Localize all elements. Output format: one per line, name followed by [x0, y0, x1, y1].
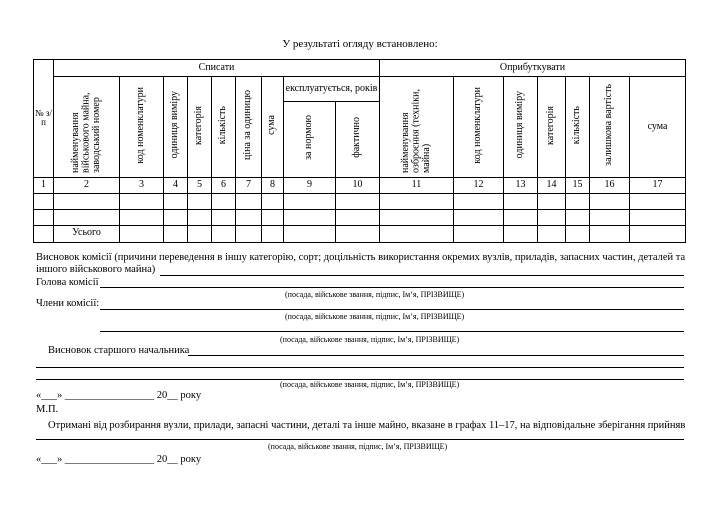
table-cell[interactable] [566, 193, 590, 209]
stamp-label: М.П. [36, 404, 59, 415]
table-cell[interactable] [34, 225, 54, 242]
table-cell[interactable] [188, 193, 212, 209]
header-residual: залишкова вартість [590, 77, 630, 178]
table-cell[interactable] [262, 225, 284, 242]
table-cell[interactable] [590, 193, 630, 209]
signature-caption: (посада, військове звання, підпис, Ім’я, ПРІЗВИЩЕ) [268, 442, 448, 451]
col-number-header: № з/п [34, 60, 54, 178]
page-title: У результаті огляду встановлено: [282, 38, 438, 50]
header-quantity: кількість [212, 77, 236, 178]
table-cell[interactable] [120, 225, 164, 242]
header-unit: одиниця виміру [164, 77, 188, 178]
col-num: 12 [454, 177, 504, 193]
table-row [34, 193, 686, 209]
header-sum: сума [262, 77, 284, 178]
commission-conclusion-label: Висновок комісії (причини переведення в іншу категорію, сорт; доцільність використання окремих вузлів, приладів, запасних частин, деталей та іншого військового майна) [36, 252, 686, 276]
senior-conclusion-field[interactable] [188, 355, 684, 356]
table-cell[interactable] [336, 209, 380, 225]
table-cell[interactable] [212, 225, 236, 242]
table-cell[interactable] [454, 225, 504, 242]
header-unit2: одиниця виміру [504, 77, 538, 178]
col-num: 9 [284, 177, 336, 193]
table-cell[interactable] [164, 193, 188, 209]
commission-conclusion-field[interactable] [160, 275, 684, 276]
table-cell[interactable] [212, 193, 236, 209]
senior-conclusion-field-2[interactable] [36, 367, 684, 368]
received-text: Отримані від розбирання вузли, прилади, запасні частини, деталі та інше майно, вказане в графах 11–17, на відповідальне зберігання прийняв [48, 420, 686, 431]
table-cell[interactable] [504, 193, 538, 209]
signature-caption: (посада, військове звання, підпис, Ім’я, ПРІЗВИЩЕ) [285, 312, 465, 321]
col-num: 6 [212, 177, 236, 193]
signature-caption: (посада, військове звання, підпис, Ім’я, ПРІЗВИЩЕ) [280, 335, 460, 344]
header-name-serial: найменування військового майна, заводський номер [54, 77, 120, 178]
col-num: 4 [164, 177, 188, 193]
col-num: 3 [120, 177, 164, 193]
table-cell[interactable] [284, 193, 336, 209]
header-by-norm: за нормою [284, 102, 336, 177]
table-cell[interactable] [454, 193, 504, 209]
table-row [34, 209, 686, 225]
table-cell[interactable] [566, 225, 590, 242]
col-num: 7 [236, 177, 262, 193]
received-field[interactable] [36, 439, 684, 440]
table-cell[interactable] [284, 209, 336, 225]
table-cell[interactable] [336, 193, 380, 209]
header-category2: категорія [538, 77, 566, 178]
header-sum2: сума [630, 77, 686, 178]
table-cell[interactable] [380, 193, 454, 209]
members-label: Члени комісії: [36, 298, 100, 309]
table-cell[interactable] [120, 193, 164, 209]
table-cell[interactable] [538, 209, 566, 225]
table-cell[interactable] [188, 225, 212, 242]
col-num: 16 [590, 177, 630, 193]
header-code: код номенклатури [120, 77, 164, 178]
group-write-off: Списати [54, 60, 380, 77]
table-cell[interactable] [236, 193, 262, 209]
table-cell[interactable] [630, 209, 686, 225]
table-cell[interactable] [236, 209, 262, 225]
table-cell[interactable] [590, 225, 630, 242]
group-receive: Оприбуткувати [380, 60, 686, 77]
table-cell[interactable] [54, 209, 120, 225]
col-num: 5 [188, 177, 212, 193]
table-cell[interactable] [504, 209, 538, 225]
table-cell[interactable] [538, 193, 566, 209]
col-num: 2 [54, 177, 120, 193]
table-cell[interactable] [380, 225, 454, 242]
col-num: 14 [538, 177, 566, 193]
table-cell[interactable] [54, 193, 120, 209]
table-cell[interactable] [188, 209, 212, 225]
header-category: категорія [188, 77, 212, 178]
table-cell[interactable] [336, 225, 380, 242]
member-field-1[interactable] [100, 309, 684, 310]
table-cell[interactable] [284, 225, 336, 242]
col-num: 8 [262, 177, 284, 193]
signature-caption: (посада, військове звання, підпис, Ім’я, ПРІЗВИЩЕ) [280, 380, 460, 389]
senior-conclusion-label: Висновок старшого начальника [48, 345, 190, 356]
signature-caption: (посада, військове звання, підпис, Ім’я, ПРІЗВИЩЕ) [285, 290, 465, 299]
col-num: 1 [34, 177, 54, 193]
table-cell[interactable] [630, 193, 686, 209]
chairman-label: Голова комісії [36, 277, 99, 288]
table-cell[interactable] [380, 209, 454, 225]
total-label: Усього [54, 225, 120, 242]
header-name-weapon: найменування озброєння (техніки, майна) [380, 77, 454, 178]
table-cell[interactable] [262, 209, 284, 225]
date-line-2[interactable]: «___» _________________ 20__ року [36, 454, 202, 465]
table-cell[interactable] [236, 225, 262, 242]
column-numbers-row [34, 177, 686, 193]
table-cell[interactable] [454, 209, 504, 225]
col-num: 10 [336, 177, 380, 193]
table-cell[interactable] [164, 225, 188, 242]
table-cell[interactable] [630, 225, 686, 242]
chairman-field[interactable] [100, 287, 684, 288]
header-quantity2: кількість [566, 77, 590, 178]
col-num: 17 [630, 177, 686, 193]
header-unit-price: ціна за одиницю [236, 77, 262, 178]
table-cell[interactable] [164, 209, 188, 225]
col-num: 13 [504, 177, 538, 193]
table-cell[interactable] [538, 225, 566, 242]
header-code2: код номенклатури [454, 77, 504, 178]
group-years-used: експлуатується, років [284, 77, 380, 102]
table-cell[interactable] [212, 209, 236, 225]
table-cell[interactable] [566, 209, 590, 225]
table-cell[interactable] [590, 209, 630, 225]
table-cell[interactable] [262, 193, 284, 209]
table-cell[interactable] [34, 193, 54, 209]
date-line[interactable]: «___» _________________ 20__ року [36, 390, 202, 401]
table-cell[interactable] [34, 209, 54, 225]
col-num: 15 [566, 177, 590, 193]
member-field-2[interactable] [100, 331, 684, 332]
table-total-row [34, 225, 686, 242]
table-cell[interactable] [504, 225, 538, 242]
header-actual: фактично [336, 102, 380, 177]
col-num: 11 [380, 177, 454, 193]
table-cell[interactable] [120, 209, 164, 225]
inspection-table [33, 59, 686, 243]
